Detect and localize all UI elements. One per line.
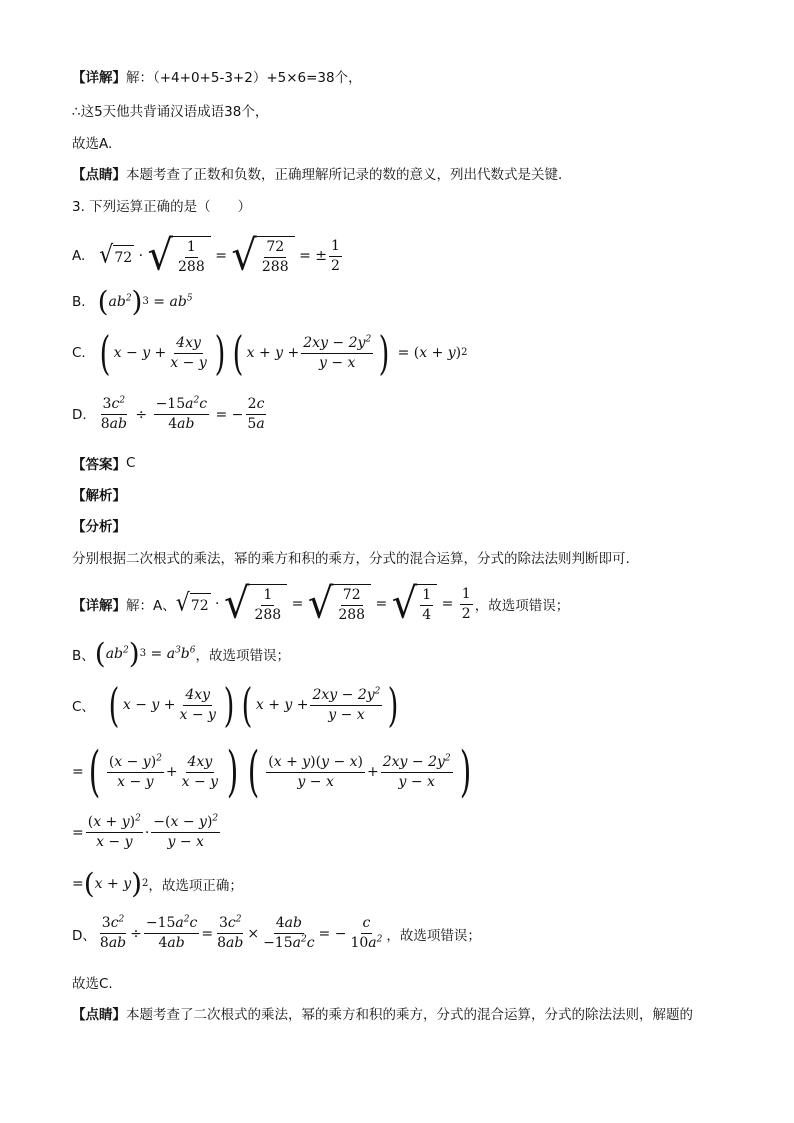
detail-c-line-1: C、 ( x − y + $\frac{4xy}{x - y}$ ) ( x + y + $\frac{2xy - 2y^2}{y - x}$ )	[72, 678, 399, 732]
final-comment	[72, 1003, 693, 1023]
sqrt-72: √ 72	[99, 241, 133, 270]
answer-value: C	[126, 455, 136, 471]
option-d-label: D.	[72, 406, 87, 423]
detail-label-2: 【详解】	[72, 598, 126, 614]
sqrt-1-over-288: √ $\frac{1}{288}$	[148, 236, 211, 276]
option-a-label: A.	[72, 248, 86, 264]
fenxi-heading: 【分析】	[72, 519, 126, 535]
detail-label: 【详解】	[72, 70, 126, 86]
comment-line	[72, 163, 572, 183]
detail-c-prefix: C、	[72, 699, 95, 715]
option-b: B. ( $ab^2$ ) 3 = $ab^5$	[72, 285, 193, 318]
answer-line	[72, 453, 135, 473]
final-choice: 故选C.	[72, 976, 113, 992]
choice-line: 故选A.	[72, 136, 113, 152]
comment-label: 【点睛】	[72, 167, 126, 183]
equals-sign: =	[72, 876, 84, 892]
detail-line-1	[72, 66, 362, 86]
option-c: C. ( x − y + $\frac{4xy}{x - y}$ ) ( x + y + $\frac{2xy - 2y^2}{y - x}$ ) = ( x + y ) 2	[72, 326, 468, 380]
detail-a-tail: ，故选项错误；	[474, 598, 570, 614]
detail-d-tail: ，故选项错误；	[386, 927, 481, 944]
detail-c-line-2: = ( $\frac{(x - y)^2}{x - y}$ + $\frac{4xy}{x - y}$ ) ( $\frac{(x + y)(y - x)}{y - x}$ + $\frac{2xy - 2y^2}{y - x}$ )	[72, 740, 471, 803]
fenxi-text: 分别根据二次根式的乘法，幂的乘方和积的乘方，分式的混合运算，分式的除法法则判断即可.	[72, 551, 630, 567]
detail-c-line-4: = ( x + y ) 2 ，故选项正确；	[72, 867, 243, 900]
final-comment-label: 【点睛】	[72, 1007, 126, 1023]
detail-c-line-3: = $\frac{(x + y)^2}{x - y}$ · $\frac{-(x - y)^2}{y - x}$	[72, 813, 219, 850]
conclusion-line: ∴这5天他共背诵汉语成语38个，	[72, 104, 269, 120]
final-comment-text: 本题考查了二次根式的乘法，幂的乘方和积的乘方，分式的混合运算，分式的除法法则，解题的	[126, 1007, 693, 1023]
option-a: A. √ 72 · √ $\frac{1}{288}$ = √ $\frac{72}{288}$ = ± $\frac{1}{2}$	[72, 231, 340, 281]
comment-text: 本题考查了正数和负数，正确理解所记录的数的意义，列出代数式是关键．	[126, 167, 572, 183]
detail-a-prefix: 解：A、	[126, 598, 176, 614]
sqrt-72-over-288: √ $\frac{72}{288}$	[231, 236, 294, 276]
detail-a: 【详解】 解：A、 √ 72 · √ $\frac{1}{288}$ = √ $\frac{72}{288}$ = √ $\frac{1}{4}$ = $\frac{1}{2}$ ，故选项错误；	[72, 579, 570, 629]
option-c-label: C.	[72, 345, 86, 361]
option-b-label: B.	[72, 294, 86, 310]
equals-sign: =	[72, 824, 84, 841]
detail-b: B、 ( $ab^2$ ) 3 = $a^3b^6$ ，故选项错误；	[72, 637, 290, 670]
equals-sign: =	[72, 764, 84, 780]
detail-d-prefix: D、	[72, 927, 96, 944]
answer-label: 【答案】	[72, 457, 126, 473]
detail-d: D、 $\frac{3c^2}{8ab}$ ÷ $\frac{-15a^2c}{4ab}$ = $\frac{3c^2}{8ab}$ × $\frac{4ab}{-15a^2c}$ = − $\frac{c}{10a^2}$ ，故选项错误；	[72, 914, 481, 951]
option-d: D. $\frac{3c^2}{8ab}$ ÷ $\frac{-15a^2c}{4ab}$ = − $\frac{2c}{5a}$	[72, 395, 265, 432]
question-3: 3. 下列运算正确的是（ ）	[72, 199, 252, 215]
detail-c-tail: ，故选项正确；	[148, 878, 243, 894]
analysis-heading: 【解析】	[72, 488, 126, 504]
detail-text: 解：（+4+0+5-3+2）+5×6=38个，	[126, 70, 362, 86]
detail-b-prefix: B、	[72, 648, 95, 664]
detail-b-tail: ，故选项错误；	[195, 648, 290, 664]
